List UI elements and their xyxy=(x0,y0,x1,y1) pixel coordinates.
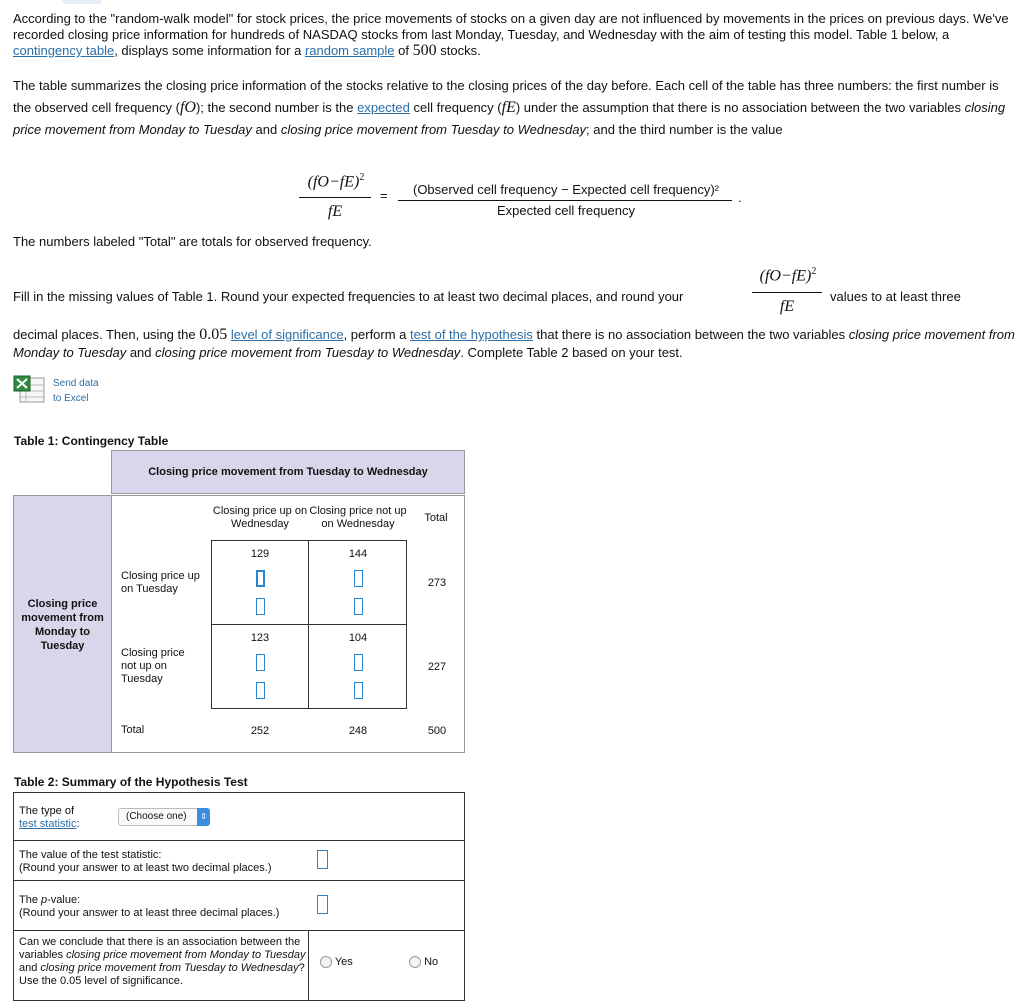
row1-label: Closing price up on Tuesday xyxy=(121,570,200,595)
table2-divider-1 xyxy=(13,840,465,841)
grand-total: 500 xyxy=(427,725,447,737)
row-total-label: Total xyxy=(121,724,145,736)
instructions-part-a: Fill in the missing values of Table 1. Round your expected frequencies to at least two decimal places, and round your xyxy=(13,289,684,304)
formula-equals: = xyxy=(380,188,388,203)
test-statistic-value-label: The value of the test statistic: (Round your answer to at least two decimal places.) xyxy=(19,849,272,874)
col-total-label: Total xyxy=(424,512,448,524)
totals-note: The numbers labeled "Total" are totals for observed frequency. xyxy=(13,234,372,249)
instructions-part-c: decimal places. Then, using the 0.05 level of significance, perform a test of the hypothesis that there is no association between the two variables closing price movement from Monday to Tuesday and closing price movement from Tuesday to Wednesday. Complete Table 2 based on your test. xyxy=(13,326,1015,360)
expected-link[interactable]: expected xyxy=(357,100,410,115)
table1-title: Table 1: Contingency Table xyxy=(14,434,169,448)
no-radio[interactable] xyxy=(409,956,421,968)
formula-words-numerator: (Observed cell frequency − Expected cell frequency)² xyxy=(412,182,719,197)
send-to-excel-button[interactable] xyxy=(13,375,113,405)
level-of-significance-link[interactable]: level of significance xyxy=(230,327,344,342)
formula-words-denominator: Expected cell frequency xyxy=(496,203,636,218)
formula-fraction-line xyxy=(299,197,371,198)
yes-radio[interactable] xyxy=(320,956,332,968)
intro-paragraph-2: The table summarizes the closing price information of the stocks relative to the closing prices of the day before. Each cell of the table has three numbers: the first number is the observed cell frequency (fO); the second number is the expected cell frequency (fE) under the assumption that there is no association between the two variables closing price movement from Monday to Tuesday and closing price movement from Tuesday to Wednesday; and the third number is the value xyxy=(13,78,1006,137)
cell-r2c2-chi-input[interactable] xyxy=(354,682,363,699)
row2-label: Closing price not up on Tuesday xyxy=(121,647,185,685)
table2-title: Table 2: Summary of the Hypothesis Test xyxy=(14,775,248,789)
cell-r1c1-expected-input[interactable] xyxy=(256,570,265,587)
inline-formula-numerator: $(fO-fE)^2$ xyxy=(759,266,817,285)
table1-row-header: Closing price movement from Monday to Tuesday xyxy=(21,598,104,652)
yes-option[interactable]: Yes xyxy=(320,956,353,969)
p-value-input[interactable] xyxy=(317,895,328,914)
formula-numerator: $(fO-fE)^2$ xyxy=(307,172,365,191)
col1-label: Closing price up on Wednesday xyxy=(212,505,308,530)
row1-total: 273 xyxy=(427,577,447,589)
tab-remnant xyxy=(62,0,102,4)
cell-r1c2-expected-input[interactable] xyxy=(354,570,363,587)
test-statistic-label: The type of test statistic: xyxy=(19,805,80,830)
inline-formula-line xyxy=(752,292,822,293)
contingency-table-link[interactable]: contingency table xyxy=(13,43,115,58)
col2-total: 248 xyxy=(348,725,368,737)
cell-r2c2-expected-input[interactable] xyxy=(354,654,363,671)
table2-divider-3 xyxy=(13,930,465,931)
test-statistic-select[interactable]: (Choose one) ⇕ xyxy=(118,808,210,826)
p-value-label: The p-value: (Round your answer to at least three decimal places.) xyxy=(19,894,280,919)
cell-r1c2-chi-input[interactable] xyxy=(354,598,363,615)
test-of-hypothesis-link[interactable]: test of the hypothesis xyxy=(410,327,533,342)
random-sample-link[interactable]: random sample xyxy=(304,43,395,58)
cell-r2c1-expected-input[interactable] xyxy=(256,654,265,671)
row2-total: 227 xyxy=(427,661,447,673)
col1-total: 252 xyxy=(250,725,270,737)
cell-r1c1-observed: 129 xyxy=(250,548,270,560)
test-statistic-link[interactable]: test statistic xyxy=(19,818,77,830)
cell-r2c2-observed: 104 xyxy=(348,632,368,644)
excel-icon xyxy=(13,375,45,406)
intro-paragraph-1: According to the "random-walk model" for stock prices, the price movements of stocks on a given day are not influenced by movements in the prices on previous days. We've recorded closing price information for hundreds of NASDAQ stocks from last Monday, Tuesday, and Wednesday with the aim of testing this model. Table 1 below, a contingency table, displays some information for a random sample of 500 stocks. xyxy=(13,11,1009,59)
formula-period: . xyxy=(738,190,742,205)
formula-words-line xyxy=(398,200,732,201)
col2-label: Closing price not up on Wednesday xyxy=(309,505,407,530)
cell-r2c1-observed: 123 xyxy=(250,632,270,644)
instructions-part-b: values to at least three xyxy=(830,289,961,304)
chevron-updown-icon: ⇕ xyxy=(197,808,210,826)
cell-r1c2-observed: 144 xyxy=(348,548,368,560)
table2-divider-2 xyxy=(13,880,465,881)
cell-r1c1-chi-input[interactable] xyxy=(256,598,265,615)
inline-formula-denominator: fE xyxy=(779,298,795,315)
no-option[interactable]: No xyxy=(409,956,438,969)
test-statistic-value-input[interactable] xyxy=(317,850,328,869)
formula-denominator: fE xyxy=(327,203,343,220)
cell-r2c1-chi-input[interactable] xyxy=(256,682,265,699)
send-to-excel-label[interactable]: Send data to Excel xyxy=(53,378,99,404)
table1-col-header: Closing price movement from Tuesday to Wednesday xyxy=(111,450,465,494)
grid-hline xyxy=(211,624,407,625)
association-question: Can we conclude that there is an association between the variables closing price movement from Monday to Tuesday and closing price movement from Tuesday to Wednesday? Use the 0.05 level of significance. xyxy=(19,936,306,987)
